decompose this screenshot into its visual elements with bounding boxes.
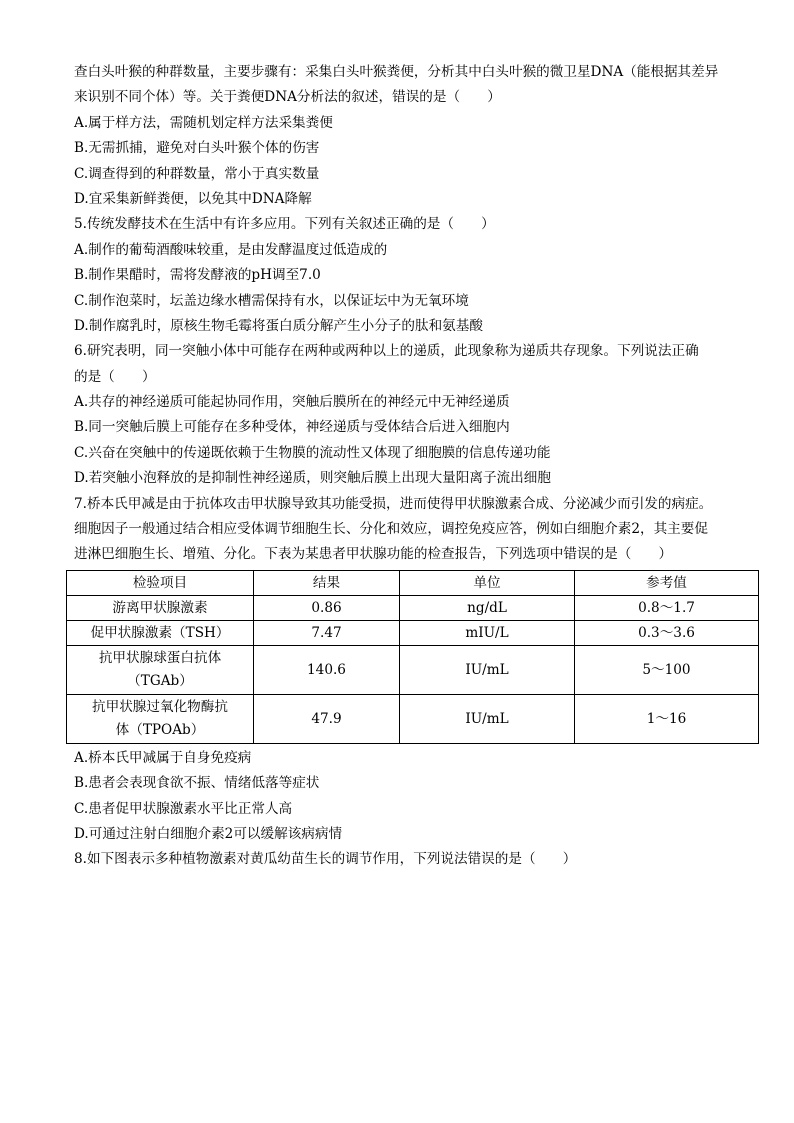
- header-unit: 单位: [400, 570, 575, 595]
- option-a: A.制作的葡萄酒酸味较重，是由发酵温度过低造成的: [74, 241, 388, 258]
- option-d: D.宜采集新鲜粪便，以免其中DNA降解: [74, 190, 312, 207]
- question-7: [74, 492, 742, 848]
- option-c: C.患者促甲状腺激素水平比正常人高: [74, 800, 293, 817]
- option-c: C.调查得到的种群数量，常小于真实数量: [74, 165, 320, 182]
- cell-result: 140.6: [254, 645, 400, 694]
- question-stem-cont: 细胞因子一般通过结合相应受体调节细胞生长、分化和效应，调控免疫应答，例如白细胞介素2，其主要促: [74, 521, 708, 538]
- text-line: 来识别不同个体）等。关于粪便DNA分析法的叙述，错误的是（ ）: [74, 89, 501, 106]
- option-c: C.制作泡菜时，坛盖边缘水槽需保持有水，以保证坛中为无氧环境: [74, 292, 469, 309]
- question-4-stem-and-options: [74, 60, 742, 212]
- cell-unit: mIU/L: [400, 620, 575, 645]
- cell-reference: 0.8～1.7: [575, 595, 759, 620]
- cell-item-line2: （TGAb）: [127, 672, 193, 689]
- option-a: A.属于样方法，需随机划定样方法采集粪便: [74, 114, 333, 131]
- question-stem: 7.桥本氏甲减是由于抗体攻击甲状腺导致其功能受损，进而使得甲状腺激素合成、分泌减少而引发的病症。: [74, 495, 713, 512]
- text-line: 查白头叶猴的种群数量，主要步骤有：采集白头叶猴粪便，分析其中白头叶猴的微卫星DNA（能根据其差异: [74, 64, 719, 80]
- table-row: [67, 694, 759, 743]
- header-item: 检验项目: [67, 570, 254, 595]
- table-row: [67, 645, 759, 694]
- table-row: [67, 595, 759, 620]
- cell-item-line1: 抗甲状腺球蛋白抗体: [98, 649, 222, 666]
- option-d: D.制作腐乳时，原核生物毛霉将蛋白质分解产生小分子的肽和氨基酸: [74, 317, 483, 334]
- option-a: A.共存的神经递质可能起协同作用，突触后膜所在的神经元中无神经递质: [74, 394, 510, 411]
- question-5: [74, 212, 742, 339]
- cell-item: 促甲状腺激素（TSH）: [67, 620, 254, 645]
- option-b: B.无需抓捕，避免对白头叶猴个体的伤害: [74, 140, 320, 157]
- question-stem-cont: 进淋巴细胞生长、增殖、分化。下表为某患者甲状腺功能的检查报告，下列选项中错误的是（ ）: [74, 546, 673, 563]
- cell-unit: IU/mL: [400, 645, 575, 694]
- option-b: B.制作果醋时，需将发酵液的pH调至7.0: [74, 267, 321, 284]
- question-stem: 6.研究表明，同一突触小体中可能存在两种或两种以上的递质，此现象称为递质共存现象。下列说法正确: [74, 343, 699, 360]
- cell-unit: ng/dL: [400, 595, 575, 620]
- cell-item-line1: 抗甲状腺过氧化物酶抗: [92, 698, 228, 715]
- cell-item: [67, 645, 254, 694]
- question-8: [74, 847, 742, 872]
- header-reference: 参考值: [575, 570, 759, 595]
- cell-result: 7.47: [254, 620, 400, 645]
- table-header-row: [67, 570, 759, 595]
- option-d: D.可通过注射白细胞介素2可以缓解该病病情: [74, 825, 343, 842]
- question-6: [74, 339, 742, 491]
- cell-reference: 5～100: [575, 645, 759, 694]
- option-b: B.患者会表现食欲不振、情绪低落等症状: [74, 775, 320, 792]
- option-a: A.桥本氏甲减属于自身免疫病: [74, 749, 252, 766]
- cell-item: 游离甲状腺激素: [67, 595, 254, 620]
- question-stem: 8.如下图表示多种植物激素对黄瓜幼苗生长的调节作用，下列说法错误的是（ ）: [74, 851, 577, 868]
- cell-unit: IU/mL: [400, 694, 575, 743]
- cell-reference: 0.3～3.6: [575, 620, 759, 645]
- question-stem: 5.传统发酵技术在生活中有许多应用。下列有关叙述正确的是（ ）: [74, 216, 495, 233]
- cell-reference: 1～16: [575, 694, 759, 743]
- option-d: D.若突触小泡释放的是抑制性神经递质，则突触后膜上出现大量阳离子流出细胞: [74, 470, 551, 487]
- cell-result: 0.86: [254, 595, 400, 620]
- header-result: 结果: [254, 570, 400, 595]
- table-row: [67, 620, 759, 645]
- option-c: C.兴奋在突触中的传递既依赖于生物膜的流动性又体现了细胞膜的信息传递功能: [74, 444, 551, 461]
- cell-item: [67, 694, 254, 743]
- cell-result: 47.9: [254, 694, 400, 743]
- option-b: B.同一突触后膜上可能存在多种受体，神经递质与受体结合后进入细胞内: [74, 419, 510, 436]
- question-stem-cont: 的是（ ）: [74, 368, 156, 385]
- cell-item-line2: 体（TPOAb）: [115, 721, 205, 738]
- question-sheet: [74, 60, 742, 873]
- thyroid-report-table: [66, 570, 759, 744]
